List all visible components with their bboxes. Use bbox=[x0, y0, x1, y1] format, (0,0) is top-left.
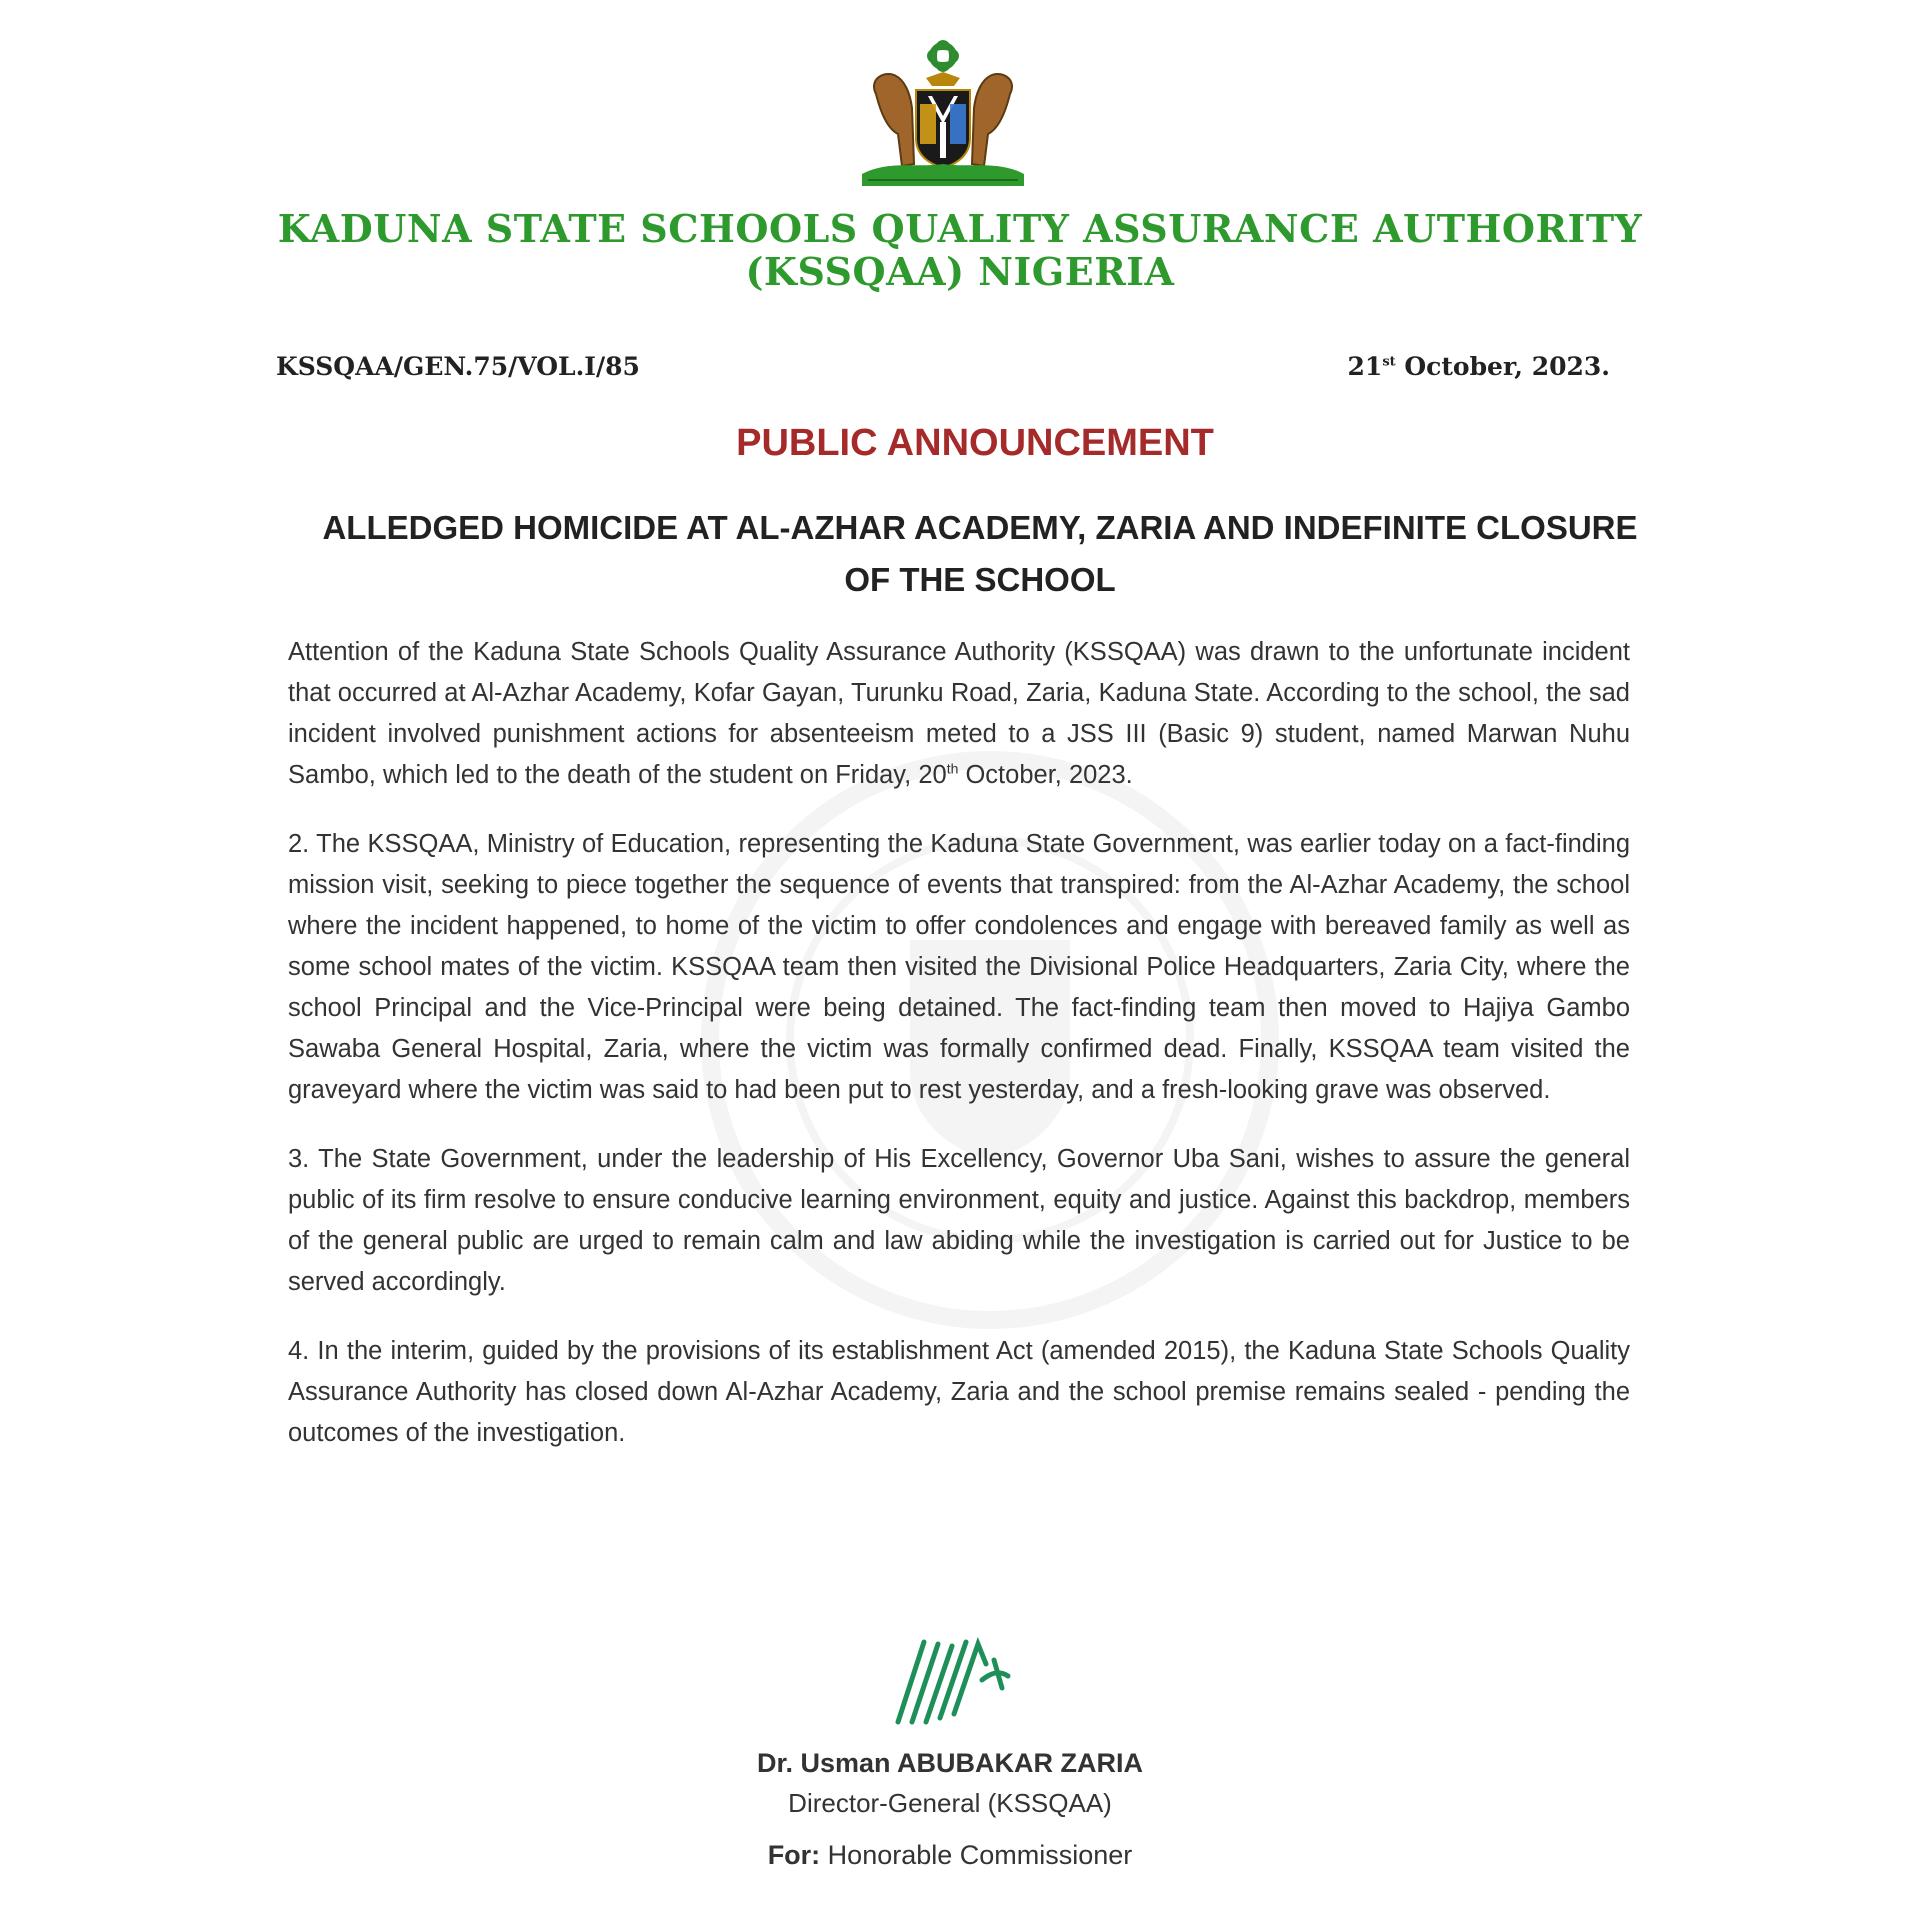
organization-country: (KSSQAA) NIGERIA bbox=[745, 249, 1175, 294]
organization-name: KADUNA STATE SCHOOLS QUALITY ASSURANCE AUTHORITY bbox=[277, 206, 1643, 251]
announcement-label: PUBLIC ANNOUNCEMENT bbox=[736, 422, 1214, 464]
reference-number: KSSQAA/GEN.75/VOL.I/85 bbox=[276, 352, 640, 381]
signatory-for-line: For: Honorable Commissioner bbox=[767, 1840, 1133, 1870]
announcement-headline: ALLEDGED HOMICIDE AT AL-AZHAR ACADEMY, ZARIA AND INDEFINITE CLOSURE OF THE SCHOOL bbox=[322, 509, 1638, 598]
signatory-role: Director-General (KSSQAA) bbox=[788, 1788, 1112, 1818]
paragraph-3: 3. The State Government, under the leadership of His Excellency, Governor Uba Sani, wishes to assure the general public of its firm resolve to ensure conducive learning environment, equity and justice. Against this backdrop, members of the general public are urged to remain calm and law abiding while the investigation is carried out for Justice to be served accordingly. bbox=[288, 1145, 1630, 1296]
paragraph-1: Attention of the Kaduna State Schools Quality Assurance Authority (KSSQAA) was drawn to the unfortunate incident that occurred at Al-Azhar Academy, Kofar Gayan, Turunku Road, Zaria, Kaduna State. According to the school, the sad incident involved punishment actions for absenteeism meted to a JSS III (Basic 9) student, named Marwan Nuhu Sambo, which led to the death of the student on Friday, 20th October, 2023. bbox=[288, 638, 1630, 789]
paragraph-2: 2. The KSSQAA, Ministry of Education, representing the Kaduna State Government, was earlier today on a fact-finding mission visit, seeking to piece together the sequence of events that transpired: from the Al-Azhar Academy, the school where the incident happened, to home of the victim to offer condolences and engage with bereaved family as well as some school mates of the victim. KSSQAA team then visited the Divisional Police Headquarters, Zaria City, where the school Principal and the Vice-Principal were being detained. The fact-finding team then moved to Hajiya Gambo Sawaba General Hospital, Zaria, where the victim was formally confirmed dead. Finally, KSSQAA team visited the graveyard where the victim was said to had been put to rest yesterday, and a fresh-looking grave was observed. bbox=[288, 830, 1630, 1104]
paragraph-4: 4. In the interim, guided by the provisions of its establishment Act (amended 2015), the Kaduna State Schools Quality Assurance Authority has closed down Al-Azhar Academy, Zaria and the school premise remains sealed - pending the outcomes of the investigation. bbox=[288, 1337, 1630, 1447]
signature-icon bbox=[890, 1630, 1020, 1730]
document-date: 21st October, 2023. bbox=[1347, 352, 1610, 381]
announcement-body bbox=[288, 632, 1630, 1482]
coat-of-arms-icon bbox=[858, 34, 1028, 194]
signatory-name: Dr. Usman ABUBAKAR ZARIA bbox=[756, 1748, 1144, 1778]
